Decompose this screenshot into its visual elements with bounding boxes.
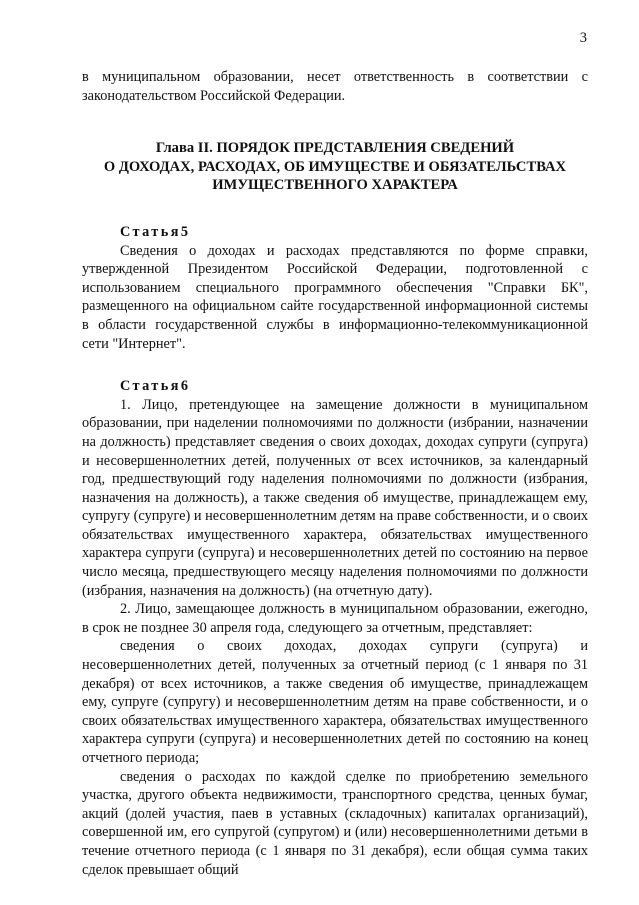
article-6-paragraph-1: 1. Лицо, претендующее на замещение должности в муниципальном образовании, при наделении полномочиями по должности (избрании, назначении на должность) представляет сведения о своих доходах, доходах супруги (супруга) и несовершеннолетних детей, полученных от всех источников, за календарный год, предшествующий году наделения полномочиями по должности (избрания, назначения на должность), а также сведения об имуществе, принадлежащем ему, супругу (супруге) и несовершеннолетним детям на праве собственности, и о своих обязательствах имущественного характера, обязательствах имущественного характера супруги (супруга) и несовершеннолетних детей по состоянию на первое число месяца, предшествующего месяцу наделения полномочиями по должности (избрания, назначения на должность) (на отчетную дату). xyxy=(82,396,588,599)
article-6-heading: Статья6 xyxy=(120,378,191,395)
article-6-paragraph-4: сведения о расходах по каждой сделке по приобретению земельного участка, другого объекта недвижимости, транспортного средства, ценных бумаг, акций (долей участия, паев в уставных (складочных) капиталах организаций), совершенной им, его супругой (супругом) и (или) несовершеннолетними детьми в течение отчетного периода (с 1 января по 31 декабря), если общая сумма таких сделок превышает общий xyxy=(82,768,588,878)
article-5-text: Сведения о доходах и расходах представляются по форме справки, утвержденной Президентом Российской Федерации, подготовленной с использованием специального программного обеспечения "Справки БК", размещенного на официальном сайте государственной информационной системы в области государственной службы в информационно-телекоммуникационной сети "Интернет". xyxy=(82,242,588,352)
article-6-paragraph-2: 2. Лицо, замещающее должность в муниципальном образовании, ежегодно, в срок не позднее 30 апреля года, следующего за отчетным, представляет: xyxy=(82,601,588,636)
chapter-heading xyxy=(82,139,588,195)
article-5-heading: Статья5 xyxy=(120,223,191,240)
page-number: 3 xyxy=(579,30,587,46)
chapter-heading-line-3: ИМУЩЕСТВЕННОГО ХАРАКТЕРА xyxy=(212,177,458,194)
document-body xyxy=(82,68,588,879)
chapter-heading-line-1: Глава II. ПОРЯДОК ПРЕДСТАВЛЕНИЯ СВЕДЕНИЙ xyxy=(155,140,515,157)
article-6-paragraph-3: сведения о своих доходах, доходах супруги (супруга) и несовершеннолетних детей, полученных за отчетный период (с 1 января по 31 декабря) от всех источников, а также сведения об имуществе, принадлежащем ему, супруге (супругу) и несовершеннолетним детям на праве собственности, и о своих обязательствах имущественного характера, обязательствах имущественного характера супруги (супруга) и несовершеннолетних детей по состоянию на конец отчетного периода; xyxy=(82,638,588,766)
intro-paragraph: в муниципальном образовании, несет ответственность в соответствии с законодательством Российской Федерации. xyxy=(82,69,588,104)
chapter-heading-line-2: О ДОХОДАХ, РАСХОДАХ, ОБ ИМУЩЕСТВЕ И ОБЯЗАТЕЛЬСТВАХ xyxy=(103,158,567,175)
